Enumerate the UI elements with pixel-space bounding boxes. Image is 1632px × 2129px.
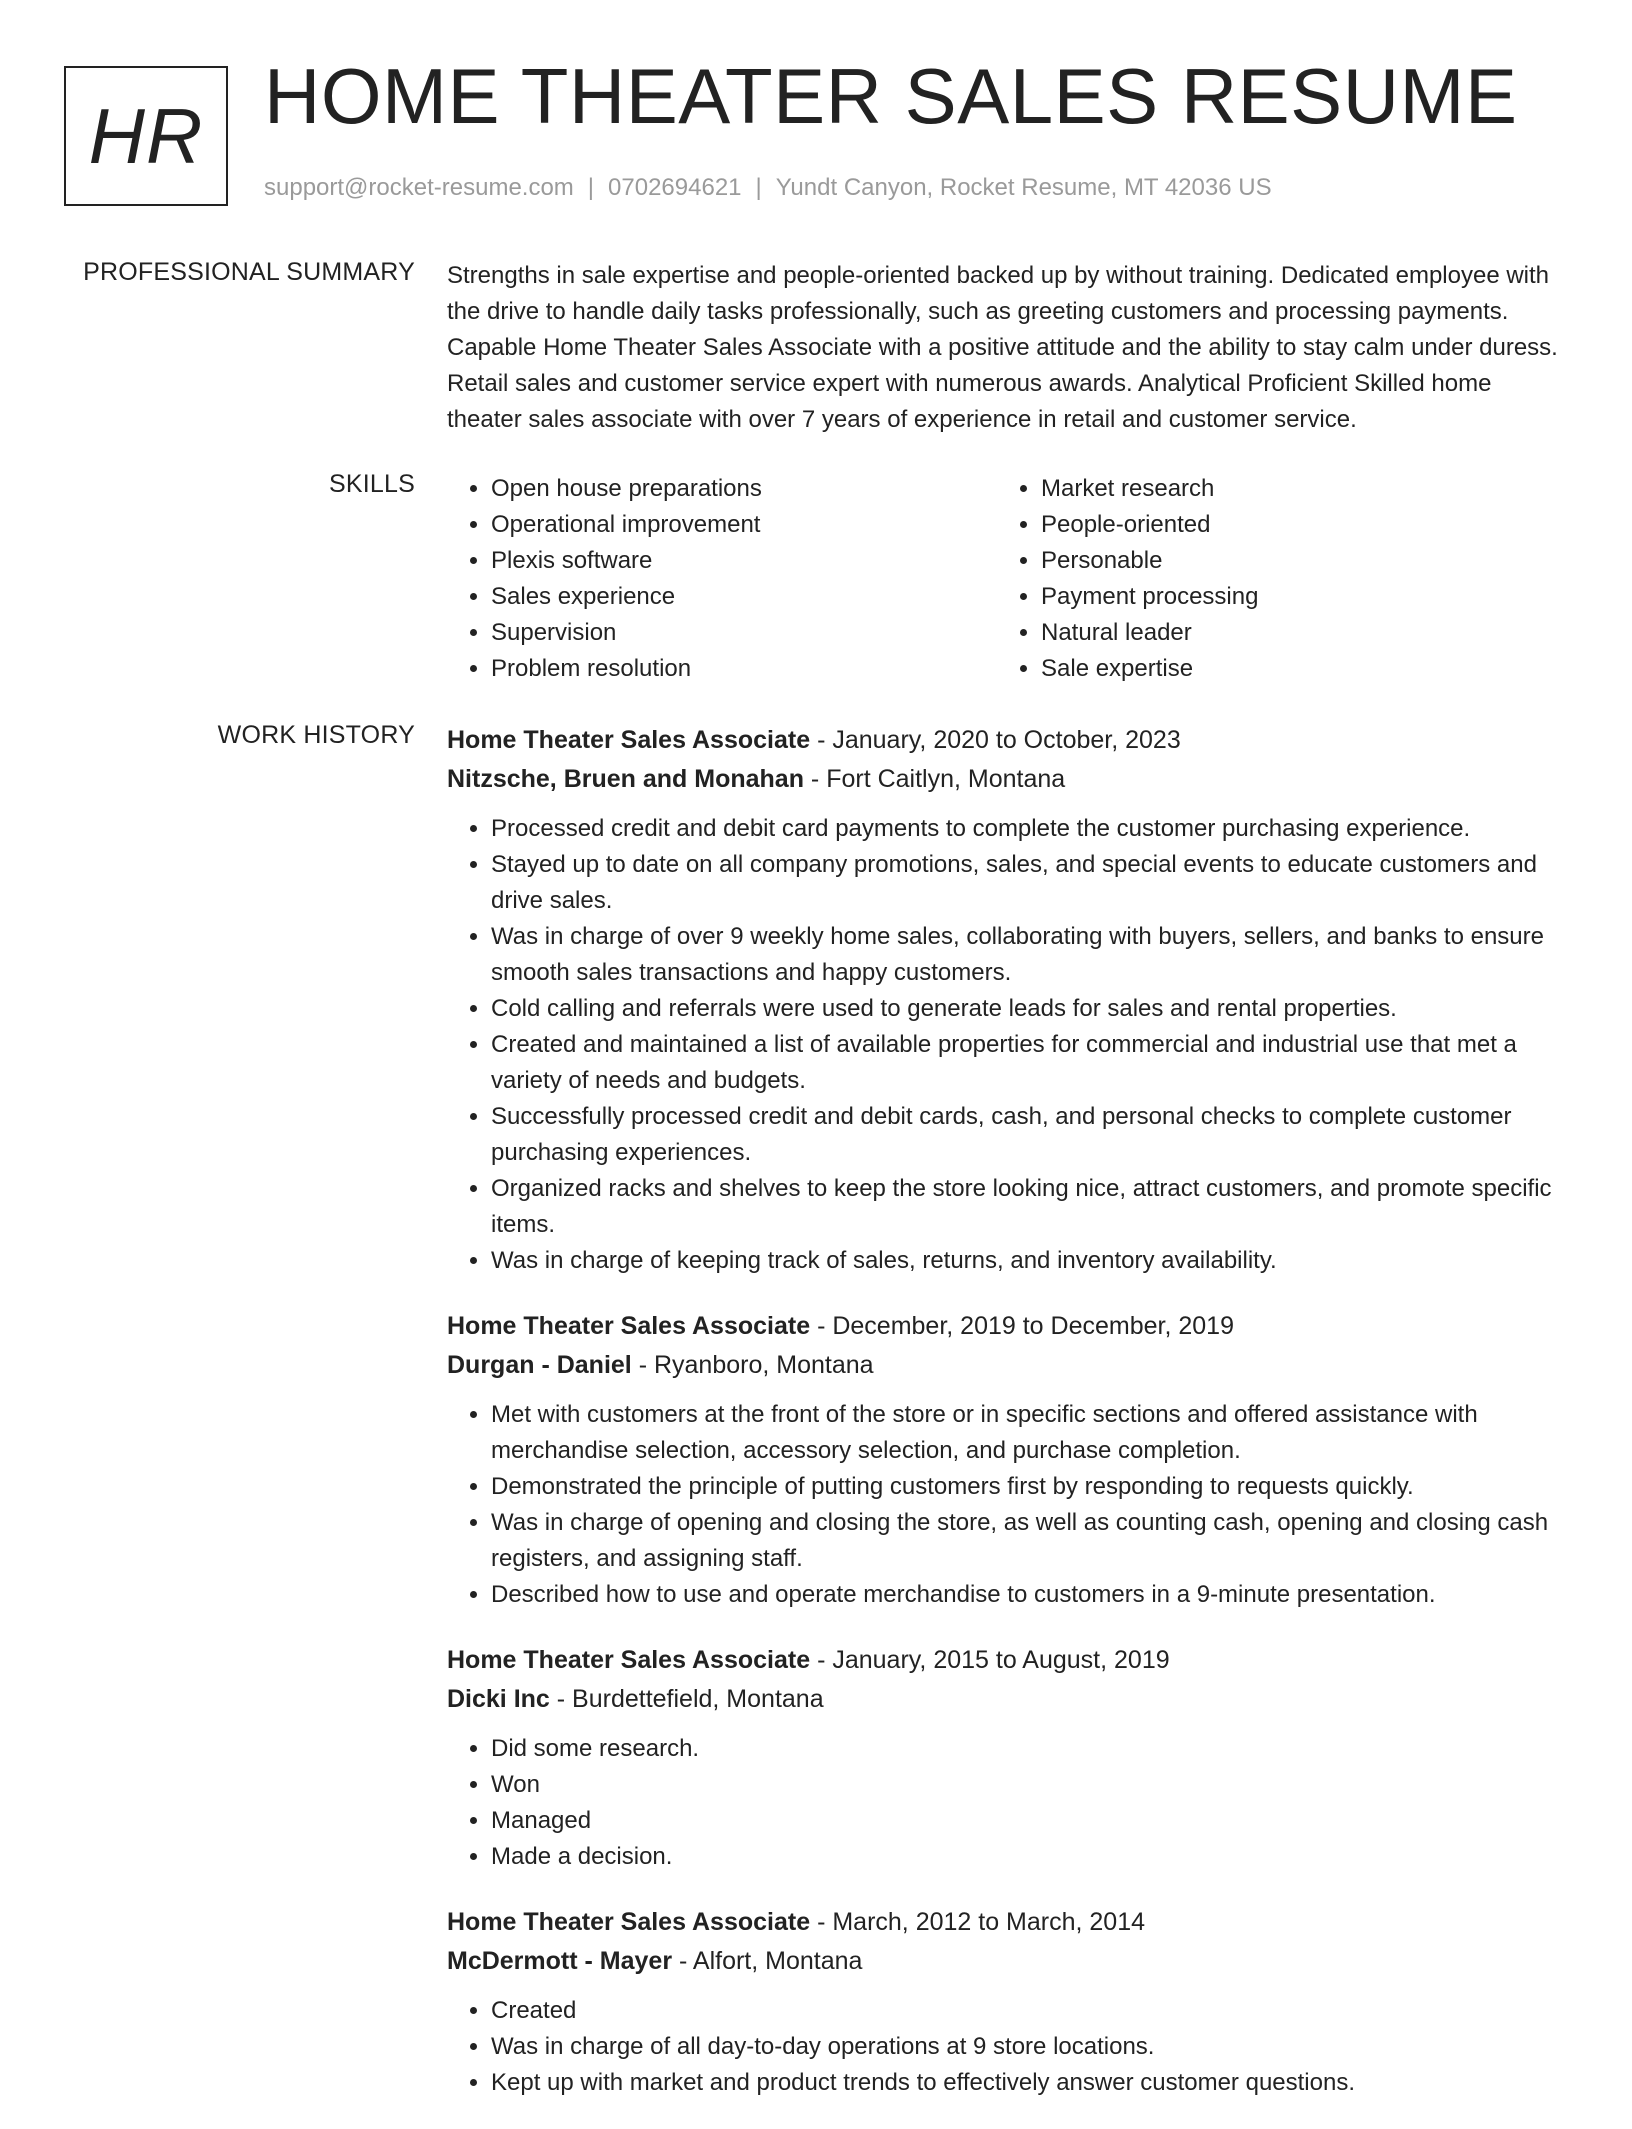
- job-company: Dicki Inc: [447, 1685, 550, 1713]
- summary-heading: PROFESSIONAL SUMMARY: [83, 258, 415, 286]
- job-company-line: [447, 1346, 1567, 1385]
- job-bullets: [447, 1731, 1567, 1875]
- job-bullet: • Did some research.: [491, 1731, 1567, 1767]
- job-company-line: [447, 760, 1567, 799]
- job-location: - Fort Caitlyn, Montana: [803, 765, 1066, 793]
- skill-item: • Market research: [1041, 471, 1547, 507]
- job-bullet: • Kept up with market and product trends to effectively answer customer questions.: [491, 2065, 1567, 2101]
- job-entry: [447, 1903, 1567, 2101]
- job-bullet: • Won: [491, 1767, 1567, 1803]
- job-bullet: • Was in charge of over 9 weekly home sales, collaborating with buyers, sellers, and banks to ensure smooth sales transactions and happy customers.: [491, 919, 1567, 991]
- job-title-line: [447, 1903, 1567, 1942]
- job-bullet: • Demonstrated the principle of putting customers first by responding to requests quickly.: [491, 1469, 1567, 1505]
- skill-item: • Sales experience: [491, 579, 997, 615]
- job-company-line: [447, 1680, 1567, 1719]
- skills-section: [447, 471, 1567, 687]
- skill-item: • Operational improvement: [491, 507, 997, 543]
- skill-item: • Plexis software: [491, 543, 997, 579]
- job-title-line: [447, 721, 1567, 760]
- job-bullets: [447, 1993, 1567, 2101]
- job-bullet: • Created and maintained a list of available properties for commercial and industrial use that met a variety of needs and budgets.: [491, 1027, 1567, 1099]
- job-company-line: [447, 1942, 1567, 1981]
- work-history-section: [447, 721, 1567, 2129]
- work-history-heading: WORK HISTORY: [217, 721, 415, 749]
- job-location: - Ryanboro, Montana: [631, 1351, 874, 1379]
- job-bullet: • Described how to use and operate merchandise to customers in a 9-minute presentation.: [491, 1577, 1567, 1613]
- job-title: Home Theater Sales Associate: [447, 1646, 811, 1674]
- job-bullet: • Cold calling and referrals were used to generate leads for sales and rental properties.: [491, 991, 1567, 1027]
- job-bullet: • Processed credit and debit card payments to complete the customer purchasing experience.: [491, 811, 1567, 847]
- job-title-line: [447, 1641, 1567, 1680]
- job-bullets: [447, 1397, 1567, 1613]
- job-bullet: • Stayed up to date on all company promotions, sales, and special events to educate customers and drive sales.: [491, 847, 1567, 919]
- skill-item: • Supervision: [491, 615, 997, 651]
- contact-phone: 0702694621: [608, 174, 742, 201]
- job-title: Home Theater Sales Associate: [447, 1312, 811, 1340]
- job-dates: - January, 2015 to August, 2019: [810, 1646, 1170, 1674]
- job-bullet: • Managed: [491, 1803, 1567, 1839]
- job-bullet: • Made a decision.: [491, 1839, 1567, 1875]
- job-entry: [447, 721, 1567, 1279]
- job-entry: [447, 1307, 1567, 1613]
- contact-address: Yundt Canyon, Rocket Resume, MT 42036 US: [775, 174, 1272, 201]
- resume-title: HOME THEATER SALES RESUME: [264, 52, 1518, 140]
- skill-item: • Problem resolution: [491, 651, 997, 687]
- job-dates: - January, 2020 to October, 2023: [810, 726, 1181, 754]
- job-bullet: • Was in charge of keeping track of sales, returns, and inventory availability.: [491, 1243, 1567, 1279]
- skills-heading: SKILLS: [329, 470, 415, 498]
- job-entry: [447, 1641, 1567, 1875]
- job-title-line: [447, 1307, 1567, 1346]
- job-bullet: • Met with customers at the front of the store or in specific sections and offered assistance with merchandise selection, accessory selection, and purchase completion.: [491, 1397, 1567, 1469]
- job-location: - Burdettefield, Montana: [549, 1685, 824, 1713]
- skill-item: • Sale expertise: [1041, 651, 1547, 687]
- job-bullets: [447, 811, 1567, 1279]
- skills-list-left: [447, 471, 997, 687]
- job-bullet: • Was in charge of opening and closing the store, as well as counting cash, opening and closing cash registers, and assigning staff.: [491, 1505, 1567, 1577]
- job-bullet: • Created: [491, 1993, 1567, 2029]
- job-title: Home Theater Sales Associate: [447, 726, 811, 754]
- job-dates: - December, 2019 to December, 2019: [810, 1312, 1234, 1340]
- job-bullet: • Successfully processed credit and debit cards, cash, and personal checks to complete customer purchasing experiences.: [491, 1099, 1567, 1171]
- monogram-logo: HR: [64, 66, 228, 206]
- skill-item: • Payment processing: [1041, 579, 1547, 615]
- job-company: Durgan - Daniel: [447, 1351, 632, 1379]
- skill-item: • Open house preparations: [491, 471, 997, 507]
- job-bullet: • Was in charge of all day-to-day operations at 9 store locations.: [491, 2029, 1567, 2065]
- job-title: Home Theater Sales Associate: [447, 1908, 811, 1936]
- summary-section: [447, 258, 1567, 438]
- contact-email: support@rocket-resume.com: [264, 174, 574, 201]
- job-dates: - March, 2012 to March, 2014: [810, 1908, 1146, 1936]
- skills-list-right: [997, 471, 1547, 687]
- summary-text: Strengths in sale expertise and people-oriented backed up by without training. Dedicated employee with the drive to handle daily tasks professionally, such as greeting customers and processing payments. Capable Home Theater Sales Associate with a positive attitude and the ability to stay calm under duress. Retail sales and customer service expert with numerous awards. Analytical Proficient Skilled home theater sales associate with over 7 years of experience in retail and customer service.: [447, 262, 1558, 433]
- skill-item: • People-oriented: [1041, 507, 1547, 543]
- contact-line: [264, 174, 1272, 202]
- skill-item: • Natural leader: [1041, 615, 1547, 651]
- job-location: - Alfort, Montana: [672, 1947, 863, 1975]
- job-bullet: • Organized racks and shelves to keep the store looking nice, attract customers, and promote specific items.: [491, 1171, 1567, 1243]
- contact-separator: |: [755, 174, 762, 201]
- job-company: McDermott - Mayer: [447, 1947, 673, 1975]
- contact-separator: |: [587, 174, 595, 201]
- job-company: Nitzsche, Bruen and Monahan: [447, 765, 804, 793]
- skill-item: • Personable: [1041, 543, 1547, 579]
